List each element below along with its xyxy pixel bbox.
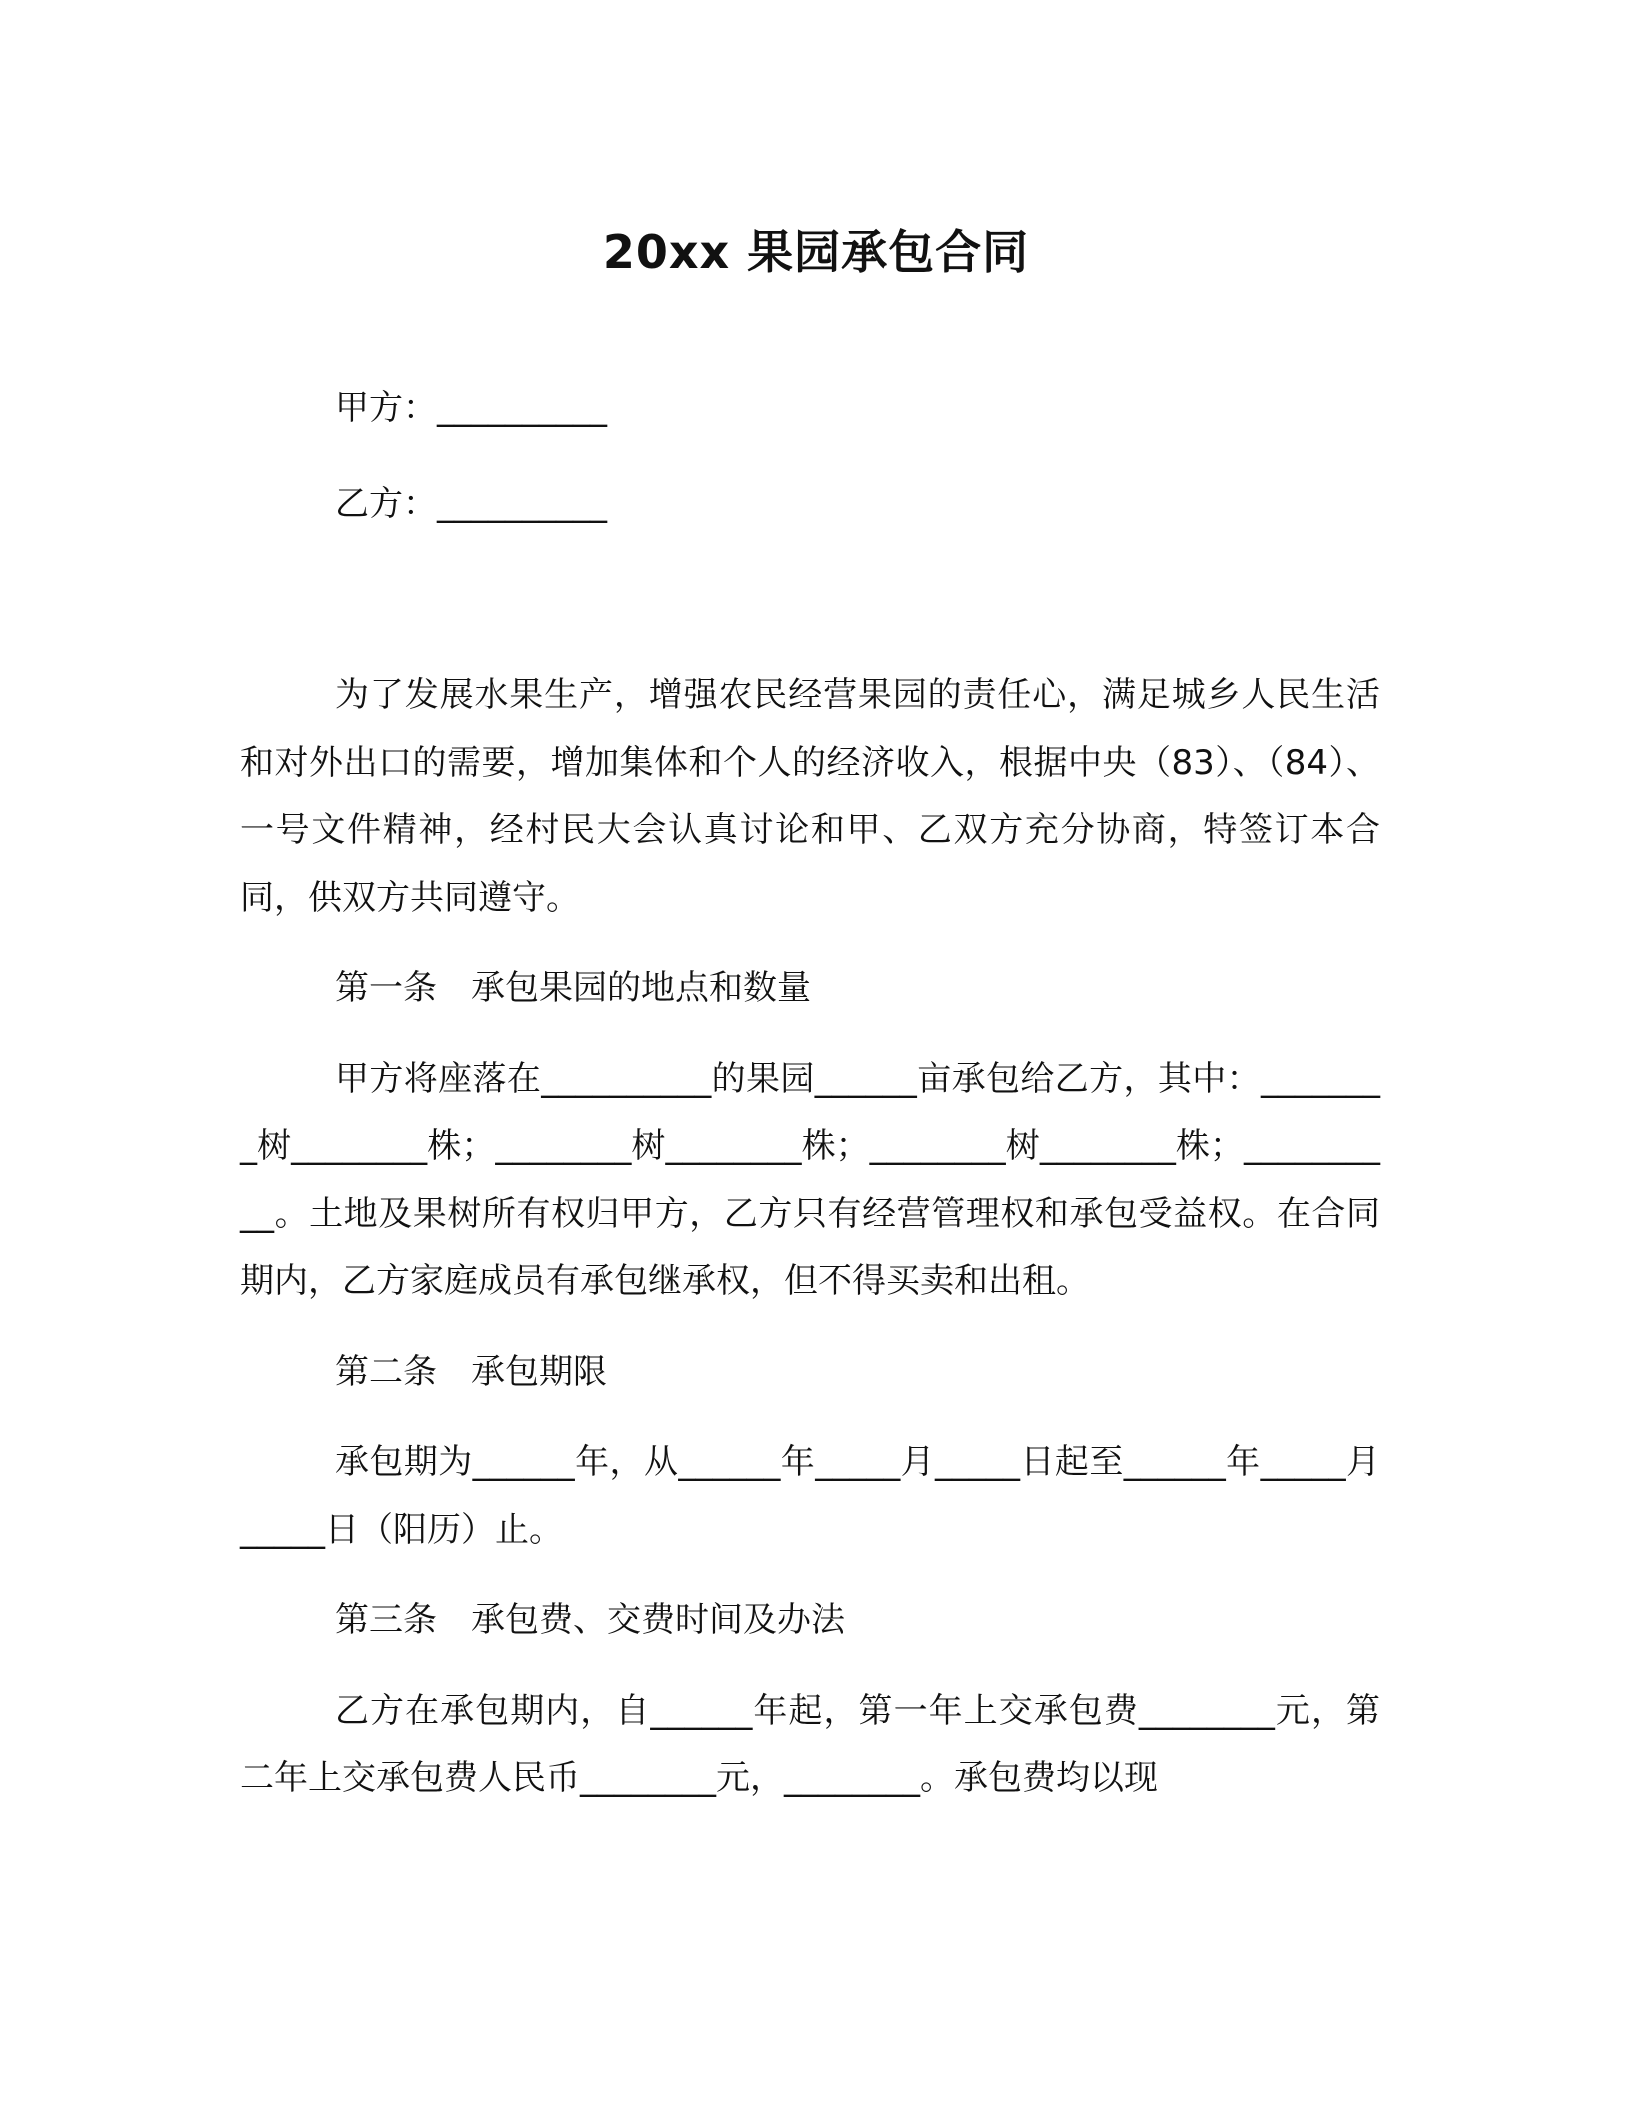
article-2-text: 承包期为______年，从______年_____月_____日起至______年_____月_____日（阳历）止。 — [240, 1442, 1380, 1550]
party-a-line: 甲方：__________ — [335, 388, 607, 428]
article-1-text: 甲方将座落在__________的果园______亩承包给乙方，其中：________树________株；________树________株；________树________株；__________。土地及果树所有权归甲方，乙方只有经营管理权和承包受益权。在合同期内，乙方家庭成员有承包继承权，但不得买卖和出租。 — [240, 1058, 1380, 1301]
party-b-line: 乙方：__________ — [335, 484, 607, 524]
article-2-heading: 第二条 承包期限 — [335, 1351, 607, 1392]
article-1-heading: 第一条 承包果园的地点和数量 — [335, 968, 811, 1008]
article-3-heading: 第三条 承包费、交费时间及办法 — [335, 1600, 845, 1640]
document-title: 20xx 果园承包合同 — [602, 225, 1030, 279]
preamble-paragraph: 为了发展水果生产，增强农民经营果园的责任心，满足城乡人民生活和对外出口的需要，增加集体和个人的经济收入，根据中央（83）、（84）、一号文件精神，经村民大会认真讨论和甲、乙双方充分协商，特签订本合同，供双方共同遵守。 — [240, 675, 1380, 918]
article-3-text: 乙方在承包期内，自______年起，第一年上交承包费________元，第二年上交承包费人民币________元，________。承包费均以现 — [240, 1690, 1380, 1798]
contract-body — [240, 662, 1380, 1813]
